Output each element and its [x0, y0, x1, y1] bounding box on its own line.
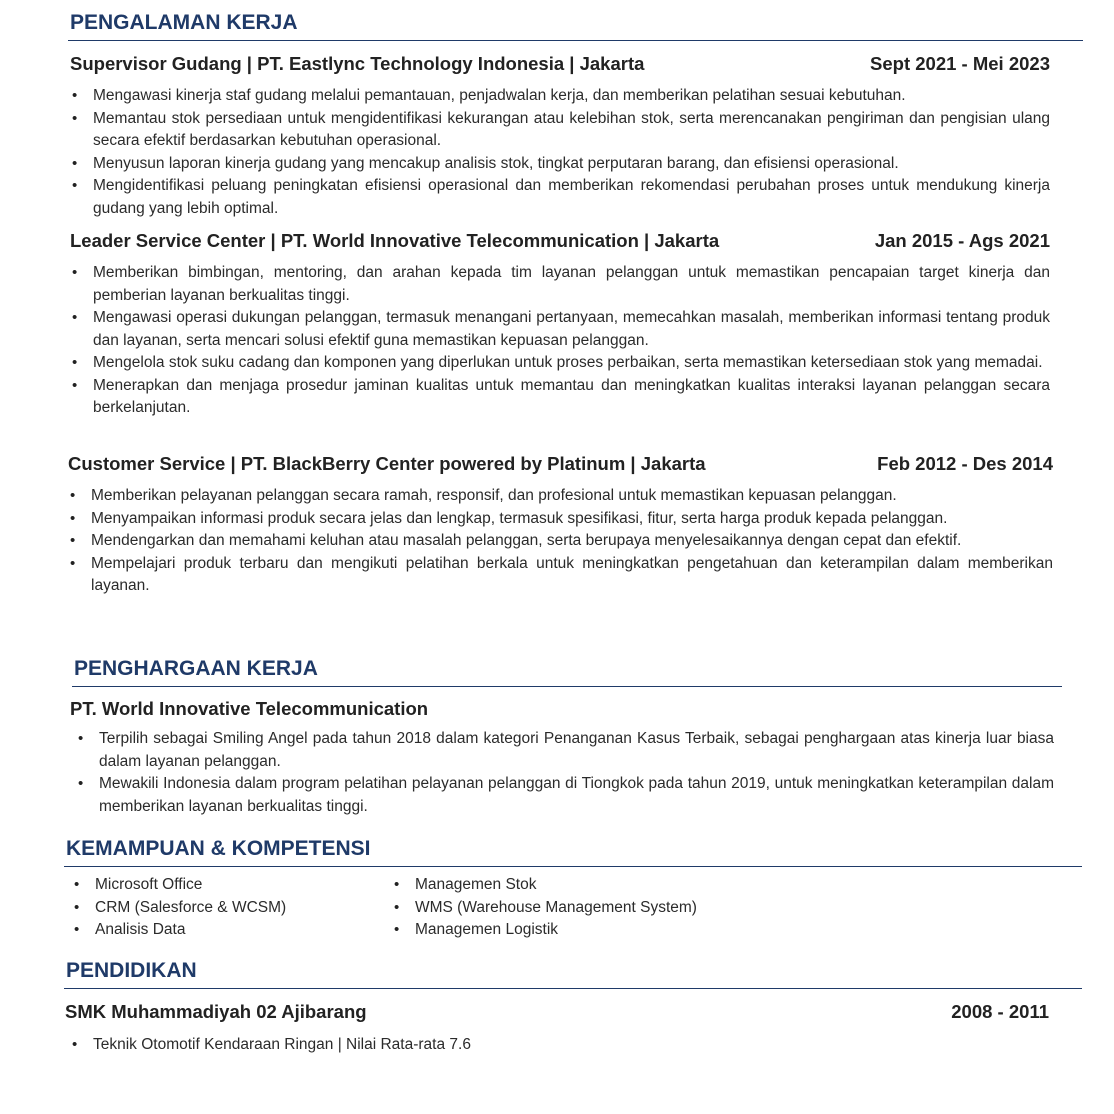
job-dates: Jan 2015 - Ags 2021: [874, 230, 1050, 251]
list-item: • Terpilih sebagai Smiling Angel pada tahun 2018 dalam kategori Penanganan Kasus Terbaik, sebagai penghargaan atas kinerja luar biasa dalam layanan pelanggan.: [76, 728, 1054, 773]
section-title-skills: KEMAMPUAN & KOMPETENSI: [64, 836, 1082, 867]
award-bullets: [70, 728, 1054, 818]
job-header: [70, 229, 1050, 253]
job-title: Supervisor Gudang | PT. Eastlync Technology Indonesia | Jakarta: [70, 53, 645, 74]
list-item: • CRM (Salesforce & WCSM): [72, 897, 392, 920]
skills-column-1: [72, 874, 392, 942]
section-experience: [68, 10, 1083, 41]
education-entry: [65, 1000, 1049, 1057]
job-bullets: [68, 485, 1053, 598]
job-header: [70, 52, 1050, 76]
job-header: [68, 452, 1053, 476]
job-entry: [68, 452, 1053, 598]
section-skills: [64, 836, 1082, 867]
list-item: • Memberikan pelayanan pelanggan secara ramah, responsif, dan profesional untuk memastikan kepuasan pelanggan.: [68, 485, 1053, 508]
education-bullets: [65, 1034, 1049, 1057]
list-item: • Microsoft Office: [72, 874, 392, 897]
education-header: [65, 1000, 1049, 1024]
job-title: Leader Service Center | PT. World Innovative Telecommunication | Jakarta: [70, 230, 720, 251]
list-item: • Mengawasi operasi dukungan pelanggan, termasuk menangani pertanyaan, memecahkan masalah, memberikan informasi tentang produk dan layanan, serta mencari solusi efektif guna memastikan kepuasan pelanggan.: [70, 307, 1050, 352]
job-entry: [70, 229, 1050, 420]
list-item: • Menerapkan dan menjaga prosedur jaminan kualitas untuk memantau dan meningkatkan kualitas interaksi layanan pelanggan secara berkelanjutan.: [70, 375, 1050, 420]
section-title-experience: PENGALAMAN KERJA: [68, 10, 1083, 41]
school-name: SMK Muhammadiyah 02 Ajibarang: [65, 1001, 367, 1022]
list-item: • Mewakili Indonesia dalam program pelatihan pelayanan pelanggan di Tiongkok pada tahun 2019, untuk meningkatkan keterampilan dalam memberikan layanan berkualitas tinggi.: [76, 773, 1054, 818]
section-education: [64, 958, 1082, 989]
list-item: • Analisis Data: [72, 919, 392, 942]
awards-entry: [70, 697, 1054, 818]
list-item: • Menyusun laporan kinerja gudang yang mencakup analisis stok, tingkat perputaran barang, dan efisiensi operasional.: [70, 153, 1050, 176]
award-company-name: PT. World Innovative Telecommunication: [70, 698, 429, 719]
skills-column-2: [392, 874, 792, 942]
section-title-awards: PENGHARGAAN KERJA: [72, 656, 1062, 687]
job-bullets: [70, 85, 1050, 220]
skills-list: [72, 874, 792, 942]
list-item: • Menyampaikan informasi produk secara jelas dan lengkap, termasuk spesifikasi, fitur, serta harga produk kepada pelanggan.: [68, 508, 1053, 531]
education-dates: 2008 - 2011: [951, 1001, 1049, 1022]
list-item: • Mempelajari produk terbaru dan mengikuti pelatihan berkala untuk meningkatkan pengetahuan dan keterampilan dalam memberikan layanan.: [68, 553, 1053, 598]
section-awards: [72, 656, 1062, 687]
job-title: Customer Service | PT. BlackBerry Center powered by Platinum | Jakarta: [68, 453, 706, 474]
list-item: • Mengawasi kinerja staf gudang melalui pemantauan, penjadwalan kerja, dan memberikan pelatihan sesuai kebutuhan.: [70, 85, 1050, 108]
job-dates: Feb 2012 - Des 2014: [877, 453, 1053, 474]
list-item: • Managemen Stok: [392, 874, 792, 897]
list-item: • Mengidentifikasi peluang peningkatan efisiensi operasional dan memberikan rekomendasi perubahan proses untuk mendukung kinerja gudang yang lebih optimal.: [70, 175, 1050, 220]
list-item: • WMS (Warehouse Management System): [392, 897, 792, 920]
list-item: • Managemen Logistik: [392, 919, 792, 942]
list-item: • Memantau stok persediaan untuk mengidentifikasi kekurangan atau kelebihan stok, serta merencanakan pengiriman dan pengisian ulang secara efektif berdasarkan kebutuhan operasional.: [70, 108, 1050, 153]
list-item: • Mendengarkan dan memahami keluhan atau masalah pelanggan, serta berupaya menyelesaikannya dengan cepat dan efektif.: [68, 530, 1053, 553]
list-item: • Memberikan bimbingan, mentoring, dan arahan kepada tim layanan pelanggan untuk memastikan pencapaian target kinerja dan pemberian layanan berkualitas tinggi.: [70, 262, 1050, 307]
section-title-education: PENDIDIKAN: [64, 958, 1082, 989]
list-item: • Teknik Otomotif Kendaraan Ringan | Nilai Rata-rata 7.6: [70, 1034, 1049, 1057]
job-entry: [70, 52, 1050, 220]
job-bullets: [70, 262, 1050, 420]
list-item: • Mengelola stok suku cadang dan komponen yang diperlukan untuk proses perbaikan, serta memastikan ketersediaan stok yang memadai.: [70, 352, 1050, 375]
job-dates: Sept 2021 - Mei 2023: [870, 53, 1050, 74]
award-company: [70, 697, 1054, 721]
